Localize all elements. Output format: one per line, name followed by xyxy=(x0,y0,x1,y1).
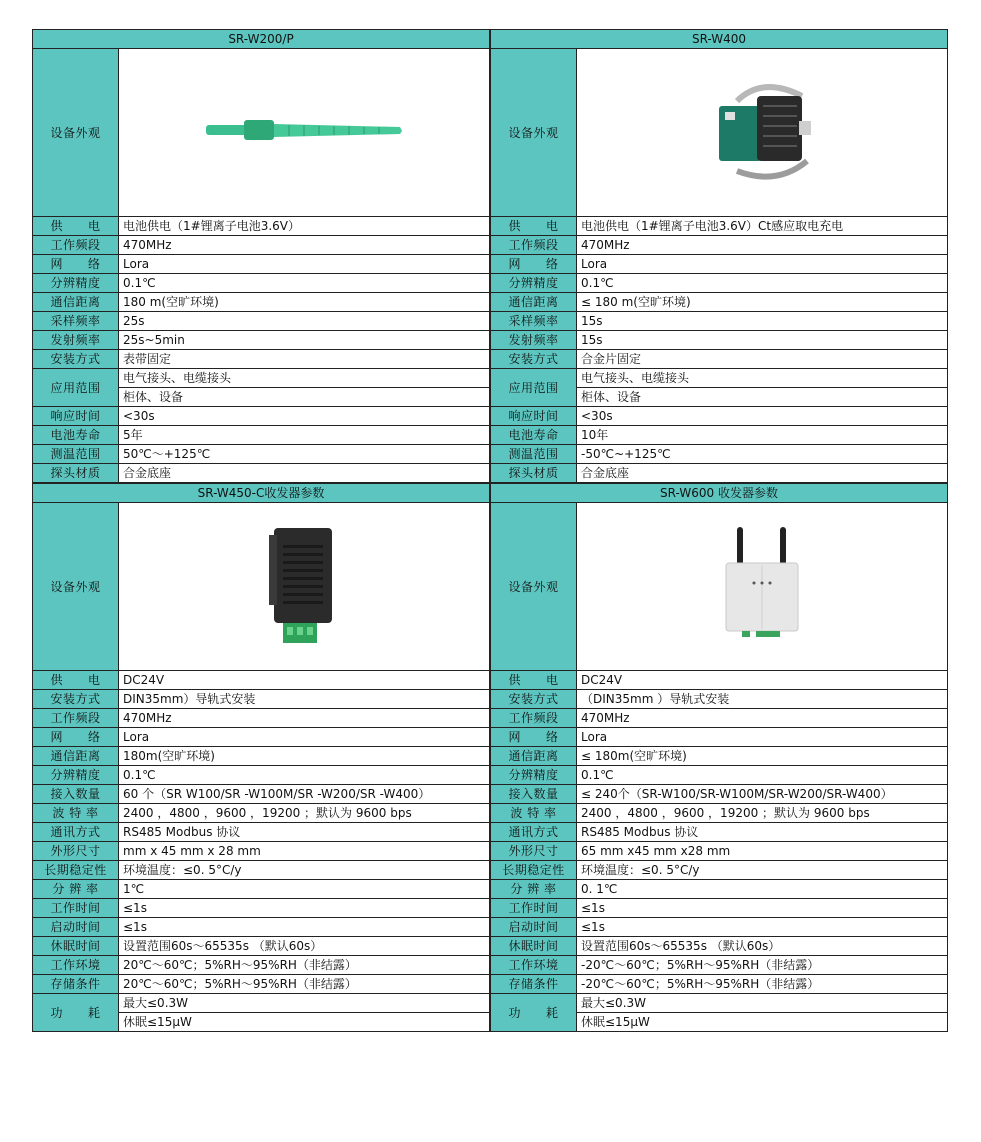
spec-label: 工作频段 xyxy=(33,709,119,728)
spec-value: 25s~5min xyxy=(119,331,490,350)
spec-label: 供 电 xyxy=(491,217,577,236)
spec-value: 50℃～+125℃ xyxy=(119,445,490,464)
spec-table-right xyxy=(490,483,948,1032)
spec-label: 接入数量 xyxy=(491,785,577,804)
ct-clamp-sensor-icon xyxy=(707,76,817,189)
spec-value: 合金片固定 xyxy=(577,350,948,369)
spec-value: -20℃～60℃；5%RH～95%RH（非结露） xyxy=(577,956,948,975)
spec-row xyxy=(33,217,490,236)
spec-value: 休眠≤15μW xyxy=(577,1013,948,1032)
spec-value: 休眠≤15μW xyxy=(119,1013,490,1032)
spec-row xyxy=(33,293,490,312)
spec-value: ≤1s xyxy=(577,899,948,918)
spec-value: ≤ 240个（SR-W100/SR-W100M/SR-W200/SR-W400） xyxy=(577,785,948,804)
spec-label: 通讯方式 xyxy=(491,823,577,842)
spec-value: 表带固定 xyxy=(119,350,490,369)
spec-label: 供 电 xyxy=(33,671,119,690)
dual-antenna-gateway-icon xyxy=(722,525,802,648)
spec-label: 通信距离 xyxy=(491,293,577,312)
spec-label: 应用范围 xyxy=(491,369,577,407)
spec-label: 启动时间 xyxy=(491,918,577,937)
spec-table-left xyxy=(32,29,490,483)
spec-row xyxy=(491,350,948,369)
spec-value: 0.1℃ xyxy=(577,766,948,785)
spec-value: 470MHz xyxy=(119,236,490,255)
spec-value: mm x 45 mm x 28 mm xyxy=(119,842,490,861)
spec-label: 供 电 xyxy=(33,217,119,236)
spec-value: 最大≤0.3W xyxy=(577,994,948,1013)
spec-row xyxy=(33,918,490,937)
spec-value: <30s xyxy=(577,407,948,426)
spec-label: 测温范围 xyxy=(491,445,577,464)
spec-value: -50℃~+125℃ xyxy=(577,445,948,464)
model-title: SR-W200/P xyxy=(33,30,490,49)
spec-value: 环境温度：≤0. 5°C/y xyxy=(119,861,490,880)
spec-value: <30s xyxy=(119,407,490,426)
spec-value: 470MHz xyxy=(577,709,948,728)
device-photo xyxy=(119,503,490,671)
spec-label: 存储条件 xyxy=(33,975,119,994)
spec-value: 柜体、设备 xyxy=(119,388,490,407)
spec-label: 分 辨 率 xyxy=(33,880,119,899)
spec-row xyxy=(491,747,948,766)
spec-row xyxy=(491,709,948,728)
spec-value: 25s xyxy=(119,312,490,331)
spec-value: 20℃～60℃；5%RH～95%RH（非结露） xyxy=(119,975,490,994)
spec-label: 应用范围 xyxy=(33,369,119,407)
spec-row xyxy=(491,369,948,388)
spec-label: 外形尺寸 xyxy=(33,842,119,861)
spec-label: 响应时间 xyxy=(33,407,119,426)
spec-value: 0.1℃ xyxy=(119,274,490,293)
spec-row xyxy=(491,975,948,994)
spec-table xyxy=(32,483,490,1032)
spec-row xyxy=(491,274,948,293)
spec-label: 功 耗 xyxy=(491,994,577,1032)
spec-label: 工作时间 xyxy=(33,899,119,918)
spec-value: ≤1s xyxy=(577,918,948,937)
spec-value: 电池供电（1#锂离子电池3.6V）Ct感应取电充电 xyxy=(577,217,948,236)
spec-row xyxy=(33,407,490,426)
spec-table xyxy=(490,29,948,483)
spec-row xyxy=(491,994,948,1013)
spec-value: 15s xyxy=(577,331,948,350)
model-title: SR-W450-C收发器参数 xyxy=(33,484,490,503)
spec-value: -20℃～60℃；5%RH～95%RH（非结露） xyxy=(577,975,948,994)
spec-row xyxy=(491,861,948,880)
spec-label: 安装方式 xyxy=(491,350,577,369)
spec-row xyxy=(33,350,490,369)
spec-row xyxy=(491,766,948,785)
spec-value: 合金底座 xyxy=(577,464,948,483)
spec-row xyxy=(491,785,948,804)
spec-value: 470MHz xyxy=(577,236,948,255)
spec-row xyxy=(491,426,948,445)
spec-row xyxy=(33,823,490,842)
spec-row xyxy=(33,690,490,709)
spec-row xyxy=(33,312,490,331)
appearance-label: 设备外观 xyxy=(33,503,119,671)
spec-row xyxy=(33,956,490,975)
spec-row xyxy=(491,464,948,483)
spec-row xyxy=(491,918,948,937)
spec-value: 470MHz xyxy=(119,709,490,728)
spec-row xyxy=(33,728,490,747)
spec-row xyxy=(491,804,948,823)
spec-value: Lora xyxy=(119,728,490,747)
spec-value: 电气接头、电缆接头 xyxy=(577,369,948,388)
spec-value: ≤ 180m(空旷环境) xyxy=(577,747,948,766)
spec-value: 180 m(空旷环境) xyxy=(119,293,490,312)
spec-value: 0. 1℃ xyxy=(577,880,948,899)
spec-row xyxy=(491,823,948,842)
appearance-label: 设备外观 xyxy=(491,503,577,671)
spec-label: 功 耗 xyxy=(33,994,119,1032)
spec-value: 电气接头、电缆接头 xyxy=(119,369,490,388)
spec-row xyxy=(491,217,948,236)
device-photo xyxy=(577,49,948,217)
spec-table xyxy=(490,483,948,1032)
spec-label: 休眠时间 xyxy=(33,937,119,956)
spec-row xyxy=(33,445,490,464)
spec-label: 安装方式 xyxy=(491,690,577,709)
spec-label: 安装方式 xyxy=(33,350,119,369)
spec-sheet xyxy=(32,29,948,1032)
spec-row xyxy=(33,994,490,1013)
spec-label: 电池寿命 xyxy=(33,426,119,445)
spec-label: 通讯方式 xyxy=(33,823,119,842)
spec-row xyxy=(33,709,490,728)
appearance-label: 设备外观 xyxy=(491,49,577,217)
spec-label: 分辨精度 xyxy=(33,766,119,785)
spec-label: 工作频段 xyxy=(491,709,577,728)
spec-value: 最大≤0.3W xyxy=(119,994,490,1013)
spec-label: 工作时间 xyxy=(491,899,577,918)
model-title: SR-W600 收发器参数 xyxy=(491,484,948,503)
spec-label: 探头材质 xyxy=(33,464,119,483)
spec-label: 波 特 率 xyxy=(491,804,577,823)
spec-row xyxy=(491,312,948,331)
spec-row xyxy=(33,369,490,388)
spec-value: ≤1s xyxy=(119,918,490,937)
spec-row xyxy=(491,671,948,690)
spec-row xyxy=(33,426,490,445)
spec-label: 供 电 xyxy=(491,671,577,690)
spec-label: 工作频段 xyxy=(491,236,577,255)
spec-value: 180m(空旷环境) xyxy=(119,747,490,766)
spec-label: 响应时间 xyxy=(491,407,577,426)
spec-label: 分辨精度 xyxy=(491,766,577,785)
spec-value: Lora xyxy=(577,728,948,747)
spec-label: 采样频率 xyxy=(491,312,577,331)
spec-label: 工作环境 xyxy=(491,956,577,975)
spec-label: 网 络 xyxy=(33,728,119,747)
spec-label: 分 辨 率 xyxy=(491,880,577,899)
spec-value: Lora xyxy=(119,255,490,274)
spec-label: 长期稳定性 xyxy=(33,861,119,880)
spec-row xyxy=(33,464,490,483)
strap-sensor-icon xyxy=(204,116,404,149)
spec-row xyxy=(33,671,490,690)
spec-label: 启动时间 xyxy=(33,918,119,937)
spec-label: 波 特 率 xyxy=(33,804,119,823)
spec-row xyxy=(491,690,948,709)
spec-label: 外形尺寸 xyxy=(491,842,577,861)
spec-row xyxy=(491,236,948,255)
spec-value: 2400 ，4800 ，9600 ，19200 ；默认为 9600 bps xyxy=(577,804,948,823)
spec-row xyxy=(33,785,490,804)
spec-label: 采样频率 xyxy=(33,312,119,331)
spec-label: 分辨精度 xyxy=(33,274,119,293)
spec-row xyxy=(33,331,490,350)
spec-label: 存储条件 xyxy=(491,975,577,994)
spec-row xyxy=(33,804,490,823)
spec-value: 0.1℃ xyxy=(577,274,948,293)
spec-section-2 xyxy=(32,483,948,1032)
spec-row xyxy=(491,293,948,312)
spec-row xyxy=(491,255,948,274)
spec-value: 电池供电（1#锂离子电池3.6V） xyxy=(119,217,490,236)
spec-value: DC24V xyxy=(119,671,490,690)
appearance-label: 设备外观 xyxy=(33,49,119,217)
spec-label: 网 络 xyxy=(33,255,119,274)
spec-row xyxy=(491,880,948,899)
spec-value: 15s xyxy=(577,312,948,331)
spec-value: DIN35mm）导轨式安装 xyxy=(119,690,490,709)
spec-label: 发射频率 xyxy=(33,331,119,350)
spec-row xyxy=(491,445,948,464)
spec-value: 2400 ，4800 ，9600 ，19200 ；默认为 9600 bps xyxy=(119,804,490,823)
spec-label: 通信距离 xyxy=(33,293,119,312)
spec-row xyxy=(33,747,490,766)
spec-label: 工作环境 xyxy=(33,956,119,975)
spec-row xyxy=(491,407,948,426)
spec-value: ≤ 180 m(空旷环境) xyxy=(577,293,948,312)
spec-value: 10年 xyxy=(577,426,948,445)
spec-value: 设置范围60s～65535s （默认60s） xyxy=(119,937,490,956)
spec-label: 通信距离 xyxy=(33,747,119,766)
spec-label: 电池寿命 xyxy=(491,426,577,445)
spec-value: 设置范围60s～65535s （默认60s） xyxy=(577,937,948,956)
model-title: SR-W400 xyxy=(491,30,948,49)
spec-value: Lora xyxy=(577,255,948,274)
spec-label: 安装方式 xyxy=(33,690,119,709)
spec-label: 工作频段 xyxy=(33,236,119,255)
spec-label: 探头材质 xyxy=(491,464,577,483)
spec-value: 1℃ xyxy=(119,880,490,899)
spec-label: 接入数量 xyxy=(33,785,119,804)
spec-value: 5年 xyxy=(119,426,490,445)
spec-value: ≤1s xyxy=(119,899,490,918)
spec-label: 网 络 xyxy=(491,255,577,274)
spec-value: DC24V xyxy=(577,671,948,690)
spec-table xyxy=(32,29,490,483)
spec-label: 发射频率 xyxy=(491,331,577,350)
spec-value: 0.1℃ xyxy=(119,766,490,785)
spec-label: 分辨精度 xyxy=(491,274,577,293)
spec-label: 休眠时间 xyxy=(491,937,577,956)
spec-value: （DIN35mm ）导轨式安装 xyxy=(577,690,948,709)
spec-row xyxy=(491,937,948,956)
spec-label: 测温范围 xyxy=(33,445,119,464)
spec-row xyxy=(33,975,490,994)
spec-section-1 xyxy=(32,29,948,483)
device-photo xyxy=(119,49,490,217)
spec-table-right xyxy=(490,29,948,483)
din-rail-transceiver-icon xyxy=(269,523,339,651)
spec-row xyxy=(33,274,490,293)
spec-value: 65 mm x45 mm x28 mm xyxy=(577,842,948,861)
spec-value: 柜体、设备 xyxy=(577,388,948,407)
spec-row xyxy=(491,331,948,350)
spec-row xyxy=(491,842,948,861)
spec-row xyxy=(33,236,490,255)
spec-row xyxy=(491,728,948,747)
spec-row xyxy=(33,899,490,918)
spec-row xyxy=(33,842,490,861)
spec-label: 通信距离 xyxy=(491,747,577,766)
spec-row xyxy=(33,937,490,956)
spec-value: 60 个（SR W100/SR -W100M/SR -W200/SR -W400） xyxy=(119,785,490,804)
spec-value: 合金底座 xyxy=(119,464,490,483)
spec-row xyxy=(33,255,490,274)
spec-value: RS485 Modbus 协议 xyxy=(577,823,948,842)
spec-row xyxy=(33,861,490,880)
spec-value: 20℃～60℃；5%RH～95%RH（非结露） xyxy=(119,956,490,975)
spec-label: 长期稳定性 xyxy=(491,861,577,880)
spec-row xyxy=(33,766,490,785)
spec-row xyxy=(491,956,948,975)
device-photo xyxy=(577,503,948,671)
spec-row xyxy=(33,880,490,899)
spec-value: 环境温度：≤0. 5°C/y xyxy=(577,861,948,880)
spec-row xyxy=(491,899,948,918)
spec-table-left xyxy=(32,483,490,1032)
spec-label: 网 络 xyxy=(491,728,577,747)
spec-value: RS485 Modbus 协议 xyxy=(119,823,490,842)
